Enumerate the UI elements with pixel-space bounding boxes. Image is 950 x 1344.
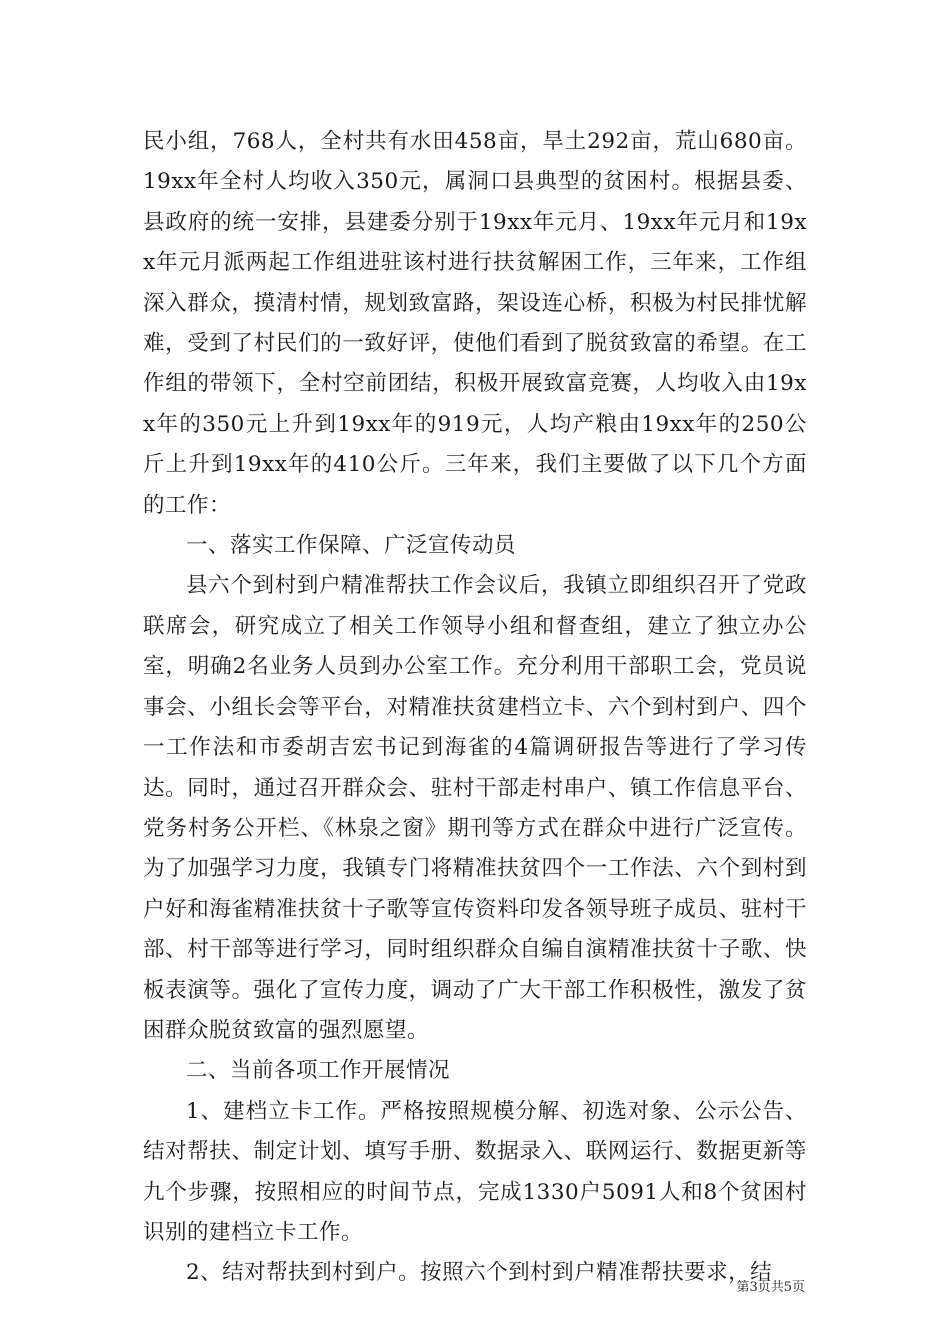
section-heading-1: 一、落实工作保障、广泛宣传动员 [186,533,517,559]
paragraph-paired-support: 2、结对帮扶到村到户。按照六个到村到户精准帮扶要求，结 [186,1260,773,1286]
section-heading-2: 二、当前各项工作开展情况 [186,1058,451,1084]
page-number-footer: 第3页共5页 [736,1280,805,1295]
paragraph-publicity: 县六个到村到户精准帮扶工作会议后，我镇立即组织召开了党政联席会，研究成立了相关工作领导小组和督查组，建立了独立办公室，明确2名业务人员到办公室工作。充分利用干部职工会，党员说事会、小组长会等平台，对精准扶贫建档立卡、六个到村到户、四个一工作法和市委胡吉宏书记到海雀的4篇调研报告等进行了学习传达。同时，通过召开群众会、驻村干部走村串户、镇工作信息平台、党务村务公开栏、《林泉之窗》期刊等方式在群众中进行广泛宣传。为了加强学习力度，我镇专门将精准扶贫四个一工作法、六个到村到户好和海雀精准扶贫十子歌等宣传资料印发各领导班子成员、驻村干部、村干部等进行学习，同时组织群众自编自演精准扶贫十子歌、快板表演等。强化了宣传力度，调动了广大干部工作积极性，激发了贫困群众脱贫致富的强烈愿望。 [143,573,807,1043]
paragraph-village-overview: 民小组，768人，全村共有水田458亩，旱土292亩，荒山680亩。19xx年全村人均收入350元，属洞口县典型的贫困村。根据县委、县政府的统一安排，县建委分别于19xx年元月、19xx年元月和19xx年元月派两起工作组进驻该村进行扶贫解困工作，三年来，工作组深入群众，摸清村情，规划致富路，架设连心桥，积极为村民排忧解难，受到了村民们的一致好评，使他们看到了脱贫致富的希望。在工作组的带领下，全村空前团结，积极开展致富竞赛，人均收入由19xx年的350元上升到19xx年的919元，人均产粮由19xx年的250公斤上升到19xx年的410公斤。三年来，我们主要做了以下几个方面的工作： [143,129,807,518]
document-body [143,122,807,1294]
paragraph-file-card: 1、建档立卡工作。严格按照规模分解、初选对象、公示公告、结对帮扶、制定计划、填写手册、数据录入、联网运行、数据更新等九个步骤，按照相应的时间节点，完成1330户5091人和8个贫困村识别的建档立卡工作。 [143,1098,807,1245]
